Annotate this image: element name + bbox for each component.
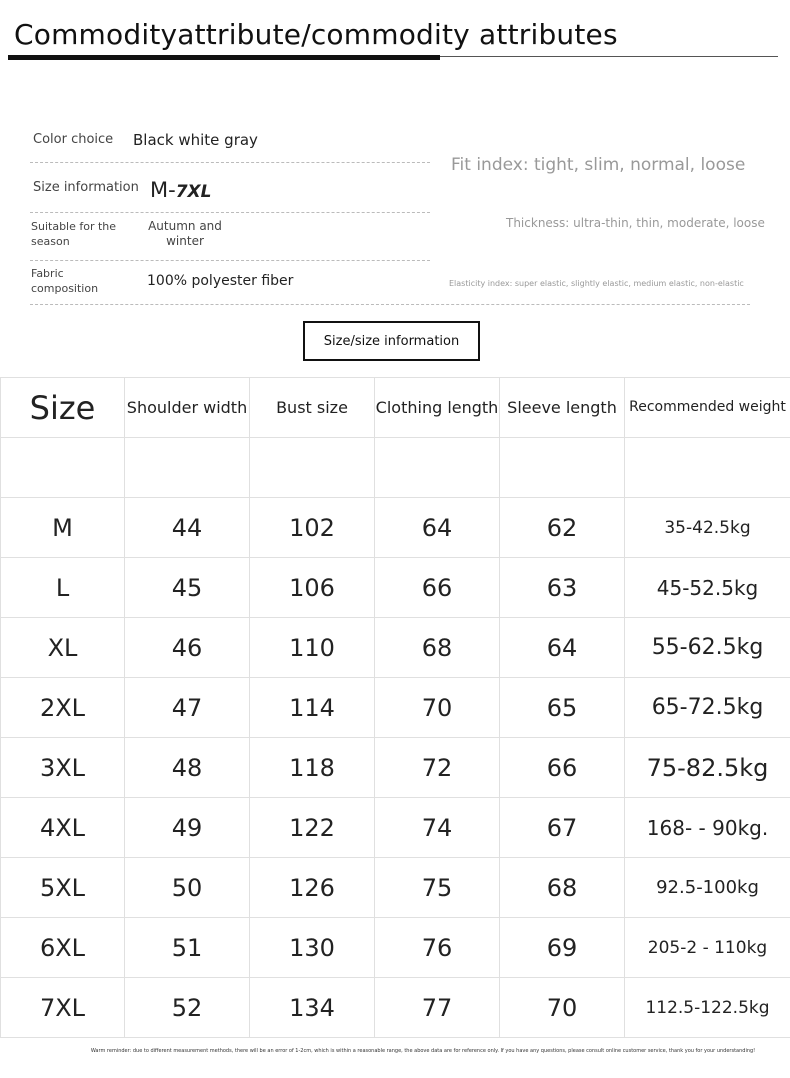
- divider: [30, 212, 430, 213]
- table-cell: 74: [375, 798, 500, 858]
- season-value: Autumn and winter: [148, 219, 222, 248]
- season-label: Suitable for the season: [31, 220, 117, 248]
- header-size: Size: [1, 378, 125, 438]
- table-cell: 55-62.5kg: [625, 618, 790, 678]
- table-cell: 46: [125, 618, 250, 678]
- table-cell: 66: [500, 738, 625, 798]
- divider: [30, 260, 430, 261]
- header-sleeve-length: Sleeve length: [500, 378, 625, 438]
- table-cell: 62: [500, 498, 625, 558]
- table-cell: [625, 438, 790, 498]
- thickness-index: Thickness: ultra-thin, thin, moderate, loose: [506, 216, 765, 230]
- table-cell: 112.5-122.5kg: [625, 978, 790, 1038]
- table-cell: 69: [500, 918, 625, 978]
- table-cell: 45-52.5kg: [625, 558, 790, 618]
- table-cell: M: [1, 498, 125, 558]
- header-clothing-length: Clothing length: [375, 378, 500, 438]
- table-cell: 7XL: [1, 978, 125, 1038]
- table-cell: 35-42.5kg: [625, 498, 790, 558]
- table-row: [1, 618, 790, 678]
- table-cell: 64: [500, 618, 625, 678]
- size-label: Size information: [33, 180, 139, 195]
- fabric-label: Fabric composition: [31, 267, 99, 295]
- table-cell: [125, 438, 250, 498]
- table-cell: 168- - 90kg.: [625, 798, 790, 858]
- size-value-start: M-: [150, 178, 176, 202]
- table-cell: 102: [250, 498, 375, 558]
- table-cell: 92.5-100kg: [625, 858, 790, 918]
- table-row: [1, 918, 790, 978]
- header-bust-size: Bust size: [250, 378, 375, 438]
- size-value-end: 7XL: [175, 182, 212, 202]
- table-cell: [250, 438, 375, 498]
- table-row: [1, 978, 790, 1038]
- table-row-empty: [1, 438, 790, 498]
- table-row: [1, 738, 790, 798]
- table-cell: 51: [125, 918, 250, 978]
- color-value: Black white gray: [133, 131, 258, 149]
- title-underline-accent: [8, 55, 440, 60]
- table-cell: 65: [500, 678, 625, 738]
- warm-reminder-note: Warm reminder: due to different measurement methods, there will be an error of 1-2cm, which is within a reasonable range, the above data are for reference only. If you have any questions, please consult online customer service, thank you for your understanding!: [90, 1048, 756, 1054]
- table-cell: 106: [250, 558, 375, 618]
- size-table: [0, 377, 790, 1038]
- table-cell: 6XL: [1, 918, 125, 978]
- table-cell: 70: [375, 678, 500, 738]
- size-value: [150, 178, 211, 204]
- fit-index: Fit index: tight, slim, normal, loose: [451, 155, 746, 175]
- table-cell: 47: [125, 678, 250, 738]
- table-cell: 2XL: [1, 678, 125, 738]
- table-cell: 50: [125, 858, 250, 918]
- table-cell: 110: [250, 618, 375, 678]
- header-recommended-weight: Recommended weight: [625, 378, 790, 438]
- table-cell: 44: [125, 498, 250, 558]
- table-cell: 70: [500, 978, 625, 1038]
- table-row: [1, 558, 790, 618]
- table-cell: 49: [125, 798, 250, 858]
- table-cell: 67: [500, 798, 625, 858]
- table-cell: 134: [250, 978, 375, 1038]
- table-cell: 65-72.5kg: [625, 678, 790, 738]
- table-row: [1, 678, 790, 738]
- elasticity-index: Elasticity index: super elastic, slightly elastic, medium elastic, non-elastic: [449, 279, 744, 288]
- table-cell: 5XL: [1, 858, 125, 918]
- table-cell: 4XL: [1, 798, 125, 858]
- size-section-title: Size/size information: [303, 321, 480, 361]
- color-label: Color choice: [33, 132, 114, 147]
- table-cell: [375, 438, 500, 498]
- table-cell: 77: [375, 978, 500, 1038]
- table-cell: 72: [375, 738, 500, 798]
- table-cell: [500, 438, 625, 498]
- table-row: [1, 798, 790, 858]
- table-cell: [1, 438, 125, 498]
- table-cell: XL: [1, 618, 125, 678]
- divider: [30, 304, 750, 305]
- table-cell: 45: [125, 558, 250, 618]
- table-cell: 66: [375, 558, 500, 618]
- table-cell: L: [1, 558, 125, 618]
- table-cell: 63: [500, 558, 625, 618]
- table-header-row: [1, 378, 790, 438]
- table-cell: 68: [500, 858, 625, 918]
- table-cell: 122: [250, 798, 375, 858]
- table-cell: 76: [375, 918, 500, 978]
- table-cell: 130: [250, 918, 375, 978]
- page-title: Commodityattribute/commodity attributes: [14, 18, 618, 51]
- table-cell: 75-82.5kg: [625, 738, 790, 798]
- table-cell: 118: [250, 738, 375, 798]
- fabric-value: 100% polyester fiber: [147, 273, 294, 289]
- table-cell: 205-2 - 110kg: [625, 918, 790, 978]
- table-cell: 126: [250, 858, 375, 918]
- table-row: [1, 858, 790, 918]
- table-cell: 68: [375, 618, 500, 678]
- table-cell: 75: [375, 858, 500, 918]
- table-cell: 114: [250, 678, 375, 738]
- table-cell: 3XL: [1, 738, 125, 798]
- header-shoulder-width: Shoulder width: [125, 378, 250, 438]
- table-cell: 64: [375, 498, 500, 558]
- table-cell: 48: [125, 738, 250, 798]
- table-cell: 52: [125, 978, 250, 1038]
- divider: [30, 162, 430, 163]
- table-row: [1, 498, 790, 558]
